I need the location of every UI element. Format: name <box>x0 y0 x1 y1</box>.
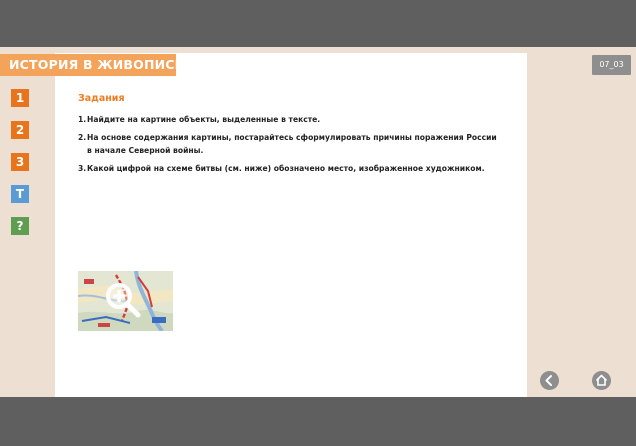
task-text: Какой цифрой на схеме битвы (см. ниже) обозначено место, изображенное художником. <box>87 164 485 173</box>
sidebar-item-3[interactable]: 3 <box>11 153 29 171</box>
magnifier-plus-icon[interactable] <box>103 280 143 320</box>
task-number: 2. <box>78 133 87 142</box>
sidebar-item-1[interactable]: 1 <box>11 89 29 107</box>
chevron-left-icon <box>540 371 559 390</box>
task-text-continued: в начале Северной войны. <box>87 146 204 155</box>
slide-stage <box>0 47 636 397</box>
bottom-bar <box>0 397 636 446</box>
task-item-1 <box>78 113 503 126</box>
home-button[interactable] <box>592 371 611 390</box>
task-text: На основе содержания картины, постарайтесь сформулировать причины поражения России <box>87 133 497 142</box>
task-item-3 <box>78 162 503 175</box>
task-number: 3. <box>78 164 87 173</box>
sidebar-item-help[interactable]: ? <box>11 217 29 235</box>
back-button[interactable] <box>540 371 559 390</box>
task-text: Найдите на картине объекты, выделенные в тексте. <box>87 115 321 124</box>
tasks-heading: Задания <box>78 93 125 104</box>
top-bar <box>0 0 636 47</box>
page-code-badge: 07_03 <box>592 55 631 75</box>
battle-map-thumbnail[interactable] <box>78 271 173 331</box>
task-number: 1. <box>78 115 87 124</box>
task-item-2 <box>78 131 503 157</box>
sidebar-item-2[interactable]: 2 <box>11 121 29 139</box>
content-panel <box>55 53 527 397</box>
sidebar-item-text[interactable]: Т <box>11 185 29 203</box>
page-title: ИСТОРИЯ В ЖИВОПИСИ <box>0 54 176 76</box>
tasks-list <box>78 113 503 180</box>
home-icon <box>592 371 611 390</box>
